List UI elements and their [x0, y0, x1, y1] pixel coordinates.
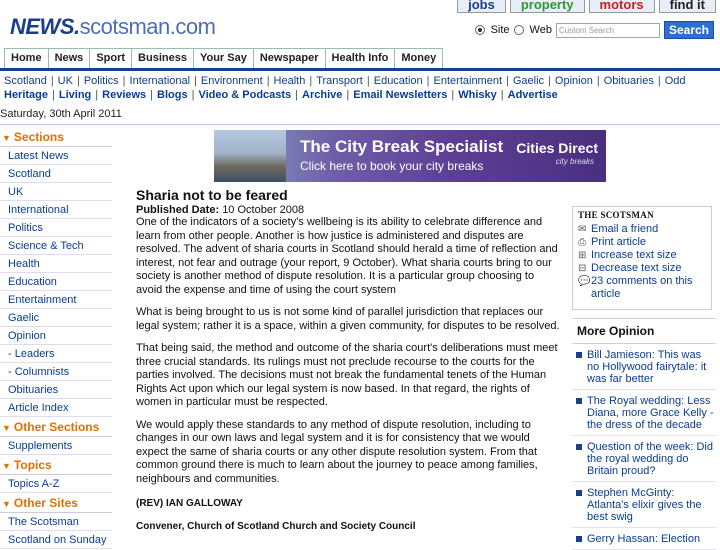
top-tabs: [457, 0, 716, 13]
nav-separator: |: [309, 75, 313, 87]
subnav-link-blogs[interactable]: Blogs: [157, 89, 188, 101]
sidebar-item-education[interactable]: Education: [0, 273, 112, 291]
subnav-link-scotland[interactable]: Scotland: [4, 75, 47, 87]
nav-separator: |: [346, 89, 350, 101]
venice-image: [214, 130, 286, 182]
sidebar-item-health[interactable]: Health: [0, 255, 112, 273]
site-radio-label: Site: [490, 24, 510, 36]
subnav-link-health[interactable]: Health: [273, 75, 306, 87]
nav-separator: |: [548, 75, 551, 87]
published-date: [136, 204, 560, 216]
search-bar: [475, 21, 714, 39]
nav-separator: |: [451, 89, 455, 101]
article-paragraph: What is being brought to us is not some kind of parallel jurisdiction that replaces our legal system; rather it is a space, within a given community, for disputes to be resolved.: [136, 306, 560, 332]
subnav-link-environment[interactable]: Environment: [200, 75, 263, 87]
bullet-icon: [576, 352, 582, 358]
bullet-icon: [576, 490, 582, 496]
comment-icon: 💬: [578, 276, 591, 287]
article-author-role: Convener, Church of Scotland Church and Society Council: [136, 521, 416, 532]
sidebar-heading-label: Other Sites: [13, 496, 78, 510]
bullet-icon: [576, 536, 582, 542]
nav-tab-your-say[interactable]: Your Say: [193, 48, 254, 68]
sidebar-heading-topics: [0, 455, 112, 475]
nav-tab-business[interactable]: Business: [131, 48, 194, 68]
nav-separator: |: [295, 89, 299, 101]
web-radio[interactable]: [514, 25, 524, 35]
nav-separator: |: [426, 75, 430, 87]
sidebar-item-article-index[interactable]: Article Index: [0, 399, 112, 417]
tools-brand: THE SCOTSMAN: [578, 210, 654, 220]
banner-brand-sub: city breaks: [555, 157, 594, 166]
banner-brand: Cities Direct: [516, 140, 598, 156]
sidebar-item-science-tech[interactable]: Science & Tech: [0, 237, 112, 255]
tab-jobs[interactable]: jobs: [457, 0, 506, 13]
nav-separator: |: [366, 75, 370, 87]
tool-increase-text-size[interactable]: [578, 249, 707, 262]
banner-headline: The City Break Specialist: [300, 137, 504, 156]
print-icon: ⎙: [578, 237, 586, 248]
more-opinion-title: More Opinion: [572, 318, 716, 344]
subnav-link-whisky[interactable]: Whisky: [458, 89, 497, 101]
nav-separator: |: [657, 75, 661, 87]
bullet-icon: [576, 398, 582, 404]
tool-label[interactable]: Print article: [591, 236, 647, 248]
sidebar-item-the-scotsman[interactable]: The Scotsman: [0, 513, 112, 531]
tool-print-article[interactable]: [578, 236, 707, 249]
nav-separator: |: [506, 75, 509, 87]
site-header: [0, 0, 720, 44]
subnav-link-heritage[interactable]: Heritage: [4, 89, 49, 101]
triangle-icon: ▼: [2, 133, 11, 143]
header-divider: [0, 124, 720, 125]
ad-banner[interactable]: [214, 130, 606, 182]
article-tools: [572, 206, 712, 310]
subnav-link-education[interactable]: Education: [373, 75, 423, 87]
logo-main: NEWS.: [10, 14, 80, 39]
sub-nav-row-1: [4, 74, 716, 88]
opinion-link-text[interactable]: Bill Jamieson: This was no Hollywood fairytale: it was far better: [587, 349, 707, 385]
sidebar-item-columnists[interactable]: - Columnists: [0, 363, 112, 381]
search-button[interactable]: Search: [664, 21, 714, 39]
published-label: Published Date:: [136, 204, 220, 216]
sidebar-heading-sections: [0, 127, 112, 147]
sidebar-item-opinion[interactable]: Opinion: [0, 327, 112, 345]
subnav-link-reviews[interactable]: Reviews: [102, 89, 147, 101]
bullet-icon: [576, 444, 582, 450]
article-paragraph: That being said, the method and outcome of the sharia court's deliberations must meet three crucial standards. Its rulings must not preclude recourse to the courts for the parties involved. The decisions must not break the fundamental tenets of the Human Rights Act upon which our legal system is now based. In that regard, the rights of women in particular must be respected.: [136, 342, 558, 408]
published-value: 10 October 2008: [222, 204, 305, 216]
nav-separator: |: [191, 89, 195, 101]
sidebar-heading-label: Sections: [13, 130, 64, 144]
article-paragraph: We would apply these standards to any method of dispute resolution, including to changes in our own laws and legal system and it is for consistency that we would expect the same of sharia courts or any other dispute resolution system. From that common ground there is much to learn about the journey to peace among families, neighbours and communities.: [136, 418, 538, 485]
subnav-link-entertainment[interactable]: Entertainment: [433, 75, 503, 87]
nav-separator: |: [50, 75, 54, 87]
subnav-link-politics[interactable]: Politics: [83, 75, 119, 87]
sub-nav: [4, 74, 716, 102]
more-opinion: [572, 318, 716, 550]
logo-rest: scotsman.com: [79, 14, 216, 39]
tool-23-comments-on-this-article[interactable]: [578, 275, 707, 301]
sidebar-item-topics-a-z[interactable]: Topics A-Z: [0, 475, 112, 493]
opinion-link[interactable]: [572, 344, 716, 390]
opinion-link[interactable]: [572, 436, 716, 482]
sidebar-item-obituaries[interactable]: Obituaries: [0, 381, 112, 399]
tab-find-it[interactable]: find it: [659, 0, 716, 13]
nav-separator: |: [76, 75, 80, 87]
nav-tab-sport[interactable]: Sport: [89, 48, 132, 68]
subnav-link-advertise[interactable]: Advertise: [507, 89, 558, 101]
opinion-link-text[interactable]: The Royal wedding: Less Diana, more Grace Kelly - the dress of the decade: [587, 395, 714, 431]
article-headline: Sharia not to be feared: [136, 187, 288, 203]
tools-list: [578, 223, 707, 301]
sidebar-heading-other-sites: [0, 493, 112, 513]
subnav-link-archive[interactable]: Archive: [302, 89, 343, 101]
sidebar-item-supplements[interactable]: Supplements: [0, 437, 112, 455]
plus-icon: ⊞: [578, 250, 587, 261]
sidebar-item-entertainment[interactable]: Entertainment: [0, 291, 112, 309]
opinion-link-text[interactable]: Question of the week: Did the royal wedding do Britain proud?: [587, 441, 713, 477]
nav-separator: |: [194, 75, 197, 87]
tool-label[interactable]: 23 comments on this article: [591, 275, 693, 300]
sidebar-item-leaders[interactable]: - Leaders: [0, 345, 112, 363]
nav-tab-newspaper[interactable]: Newspaper: [253, 48, 326, 68]
tool-label[interactable]: Increase text size: [591, 249, 677, 261]
nav-separator: |: [52, 89, 55, 101]
opinion-link-text[interactable]: Stephen McGinty: Atlanta's elixir gives the best swig: [587, 487, 702, 523]
sidebar-item-scotland-on-sunday[interactable]: Scotland on Sunday: [0, 531, 112, 549]
subnav-link-email-newsletters[interactable]: Email Newsletters: [353, 89, 448, 101]
sub-nav-row-2: [4, 88, 716, 102]
subnav-link-opinion[interactable]: Opinion: [554, 75, 593, 87]
subnav-link-gaelic[interactable]: Gaelic: [512, 75, 545, 87]
search-input[interactable]: [556, 23, 660, 38]
nav-separator: |: [266, 75, 270, 87]
nav-separator: |: [95, 89, 99, 101]
nav-divider: [0, 68, 720, 71]
site-logo[interactable]: [10, 14, 215, 40]
sidebar-item-gaelic[interactable]: Gaelic: [0, 309, 112, 327]
subnav-link-uk[interactable]: UK: [57, 75, 73, 87]
opinion-link-text[interactable]: Gerry Hassan: Election: [587, 533, 701, 545]
triangle-icon: ▼: [2, 499, 11, 509]
sidebar-heading-label: Other Sections: [13, 420, 100, 434]
opinion-link[interactable]: [572, 528, 716, 550]
banner-subline: Click here to book your city breaks: [300, 159, 484, 173]
subnav-link-obituaries[interactable]: Obituaries: [603, 75, 654, 87]
subnav-link-odd[interactable]: Odd: [664, 75, 686, 87]
tool-email-a-friend[interactable]: [578, 223, 707, 236]
sidebar-heading-label: Topics: [13, 458, 52, 472]
search-placeholder: Custom Search: [558, 25, 615, 35]
site-radio[interactable]: [475, 25, 485, 35]
sidebar-item-politics[interactable]: Politics: [0, 219, 112, 237]
tool-decrease-text-size[interactable]: [578, 262, 707, 275]
opinion-link[interactable]: [572, 482, 716, 528]
triangle-icon: ▼: [2, 461, 11, 471]
web-radio-label: Web: [529, 24, 552, 36]
minus-icon: ⊟: [578, 263, 587, 274]
more-opinion-list: [572, 344, 716, 550]
subnav-link-living[interactable]: Living: [58, 89, 92, 101]
main-nav: [4, 48, 442, 68]
sidebar: [0, 127, 112, 549]
opinion-link[interactable]: [572, 390, 716, 436]
date-line: Saturday, 30th April 2011: [0, 108, 122, 120]
nav-separator: |: [500, 89, 504, 101]
nav-tab-news[interactable]: News: [48, 48, 91, 68]
tool-label[interactable]: Email a friend: [591, 223, 659, 235]
article-author: (REV) IAN GALLOWAY: [136, 498, 243, 509]
sidebar-item-uk[interactable]: UK: [0, 183, 112, 201]
nav-tab-money[interactable]: Money: [394, 48, 443, 68]
subnav-link-video-podcasts[interactable]: Video & Podcasts: [198, 89, 292, 101]
tool-label[interactable]: Decrease text size: [591, 262, 682, 274]
nav-separator: |: [596, 75, 600, 87]
sidebar-heading-other-sections: [0, 417, 112, 437]
nav-separator: |: [150, 89, 154, 101]
triangle-icon: ▼: [2, 423, 11, 433]
nav-separator: |: [122, 75, 126, 87]
email-icon: ✉: [578, 224, 587, 235]
sidebar-item-latest-news[interactable]: Latest News: [0, 147, 112, 165]
tab-motors[interactable]: motors: [589, 0, 655, 13]
subnav-link-international[interactable]: International: [129, 75, 191, 87]
tab-property[interactable]: property: [510, 0, 585, 13]
nav-tab-health-info[interactable]: Health Info: [325, 48, 396, 68]
article-paragraph: One of the indicators of a society's wellbeing is its ability to celebrate difference and learn from other people. Another is how justice is administered and disputes are resolved. The advent of sharia courts in Scotland should herald a time of reflection and interest, not fear and outrage (your report, 9 October). What sharia courts bring to our society is another method of dispute resolution. It is a particular group choosing to avoid the expense and time of using the court system: [136, 216, 558, 296]
sidebar-item-international[interactable]: International: [0, 201, 112, 219]
sidebar-item-scotland[interactable]: Scotland: [0, 165, 112, 183]
nav-tab-home[interactable]: Home: [4, 48, 49, 68]
subnav-link-transport[interactable]: Transport: [316, 75, 363, 87]
article: [136, 187, 560, 532]
